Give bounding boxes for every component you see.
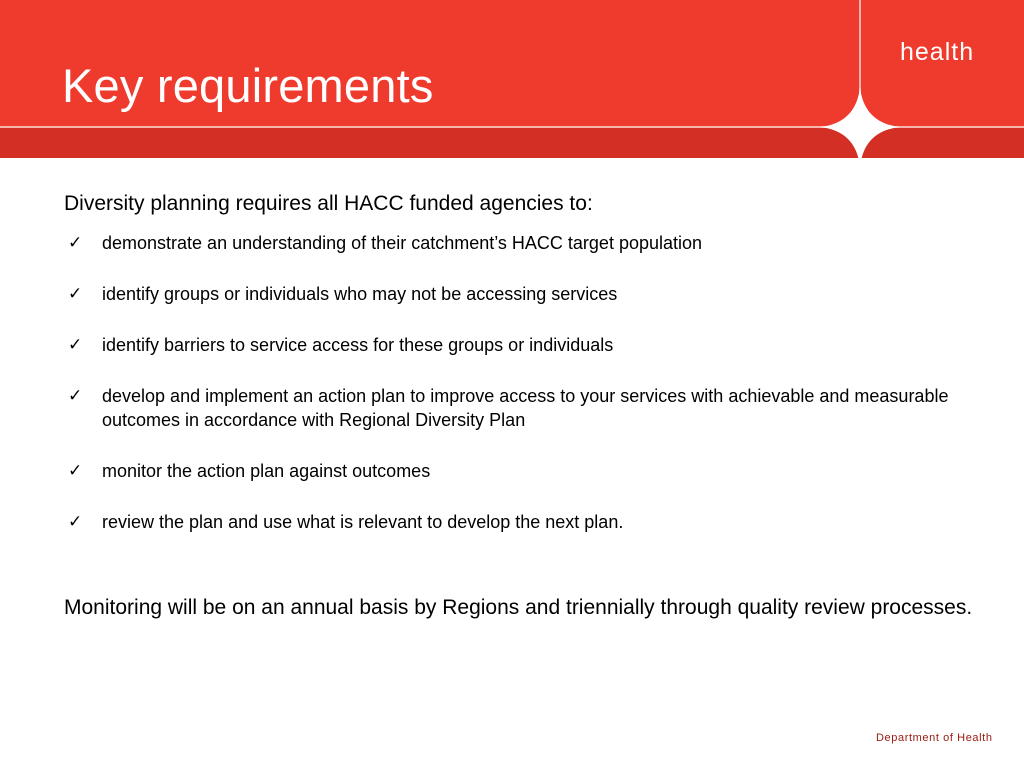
requirements-list xyxy=(64,231,974,534)
list-item-text: demonstrate an understanding of their catchment’s HACC target population xyxy=(102,233,703,253)
check-icon: ✓ xyxy=(68,512,83,532)
check-icon: ✓ xyxy=(68,461,83,481)
closing-text: Monitoring will be on an annual basis by Regions and triennially through quality review processes. xyxy=(64,596,973,619)
list-item-text: identify groups or individuals who may not be accessing services xyxy=(102,284,618,304)
check-icon: ✓ xyxy=(68,335,83,355)
list-item-text: develop and implement an action plan to improve access to your services with achievable and measurable outcomes in accordance with Regional Diversity Plan xyxy=(102,386,949,430)
list-item xyxy=(64,333,974,357)
list-item xyxy=(64,510,974,534)
footer-department-logo: Department of Health xyxy=(876,732,993,744)
check-icon: ✓ xyxy=(68,386,83,406)
slide-content xyxy=(64,191,974,624)
list-item-text: review the plan and use what is relevant to develop the next plan. xyxy=(102,512,624,532)
intro-text: Diversity planning requires all HACC funded agencies to: xyxy=(64,192,593,215)
check-icon: ✓ xyxy=(68,284,83,304)
list-item xyxy=(64,282,974,306)
sparkle-star-icon xyxy=(820,87,900,167)
list-item xyxy=(64,231,974,255)
list-item-text: monitor the action plan against outcomes xyxy=(102,461,431,481)
check-icon: ✓ xyxy=(68,233,83,253)
slide-title: Key requirements xyxy=(62,59,434,112)
list-item-text: identify barriers to service access for these groups or individuals xyxy=(102,335,614,355)
list-item xyxy=(64,384,974,432)
list-item xyxy=(64,459,974,483)
brand-logo-text: health xyxy=(900,38,975,66)
